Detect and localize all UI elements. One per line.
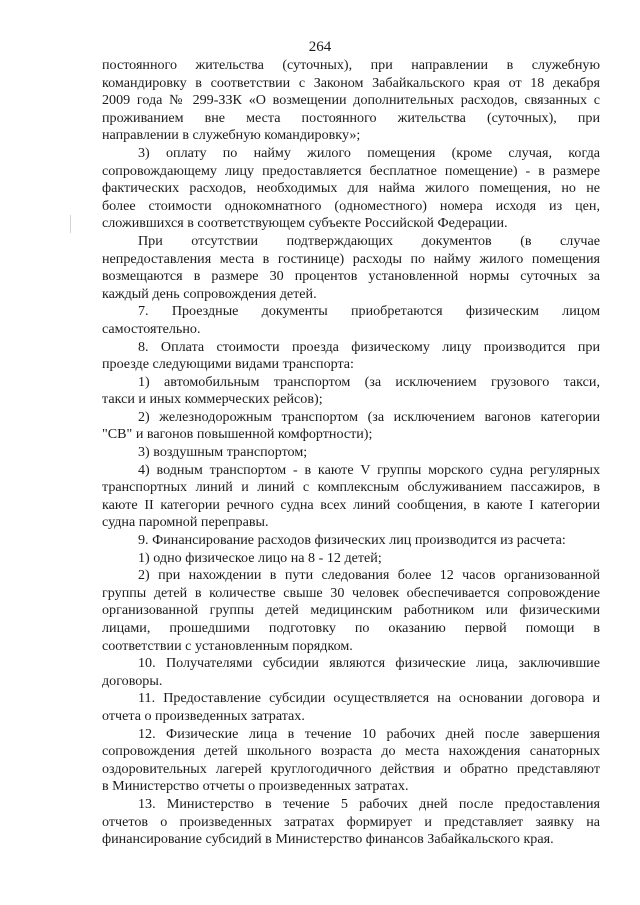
text-line: командировку в соответствии с Законом Забайкальского края от 18 декабря: [102, 74, 600, 91]
text-line: каждый день сопровождения детей.: [102, 285, 317, 302]
text-line: 1) автомобильным транспортом (за исключением грузового такси,: [138, 373, 600, 390]
text-line: возмещаются в размере 30 процентов установленной нормы суточных за: [102, 268, 600, 285]
text-line: 11. Предоставление субсидии осуществляется на основании договора и: [138, 690, 600, 707]
text-line: проживанием вне места постоянного жительства (суточных), при: [102, 109, 600, 126]
paragraph: [102, 233, 600, 303]
paragraph: [102, 303, 600, 338]
text-line: более стоимости однокомнатного (одноместного) номера исходя из цен,: [102, 197, 600, 214]
paragraph: [102, 339, 600, 374]
text-line: направлении в служебную командировку»;: [102, 127, 361, 144]
text-line: 3) оплату по найму жилого помещения (кроме случая, когда: [138, 144, 600, 161]
text-line: 8. Оплата стоимости проезда физическому лицу производится при: [138, 338, 600, 355]
text-line: договоры.: [102, 672, 163, 689]
text-line: отчетов о произведенных затратах формирует и представляет заявку на: [102, 813, 600, 830]
text-line: транспортных линий и линий с комплексным обслуживанием пассажиров, в: [102, 479, 600, 496]
paragraph: [102, 690, 600, 725]
text-line: При отсутствии подтверждающих документов (в случае: [138, 232, 600, 249]
paragraph: [102, 655, 600, 690]
paragraph: [102, 409, 600, 444]
text-line: "СВ" и вагонов повышенной комфортности);: [102, 426, 373, 443]
text-line: организованной группы детей медицинским работником или физическими: [102, 602, 600, 619]
text-line: 10. Получателями субсидии являются физические лица, заключившие: [138, 655, 600, 672]
text-line: постоянного жительства (суточных), при направлении в служебную: [102, 57, 600, 73]
text-line: непредоставления места в гостинице) расходы по найму жилого помещения: [102, 250, 600, 267]
paragraph: [102, 532, 600, 550]
paragraph: [102, 374, 600, 409]
text-line: 9. Финансирование расходов физических лиц производится из расчета:: [138, 532, 566, 549]
margin-mark: [70, 215, 71, 233]
text-line: сложившихся в соответствующем субъекте Российской Федерации.: [102, 215, 508, 232]
text-line: самостоятельно.: [102, 320, 201, 337]
paragraph: [102, 796, 600, 849]
paragraph: [102, 444, 600, 462]
paragraph: [102, 462, 600, 532]
document-body: [102, 57, 600, 849]
paragraph: [102, 567, 600, 655]
page-number: 264: [308, 39, 332, 55]
text-line: каюте II категории речного судна всех линий сообщения, в каюте I категории: [102, 496, 600, 513]
text-line: 2) при нахождении в пути следования более 12 часов организованной: [138, 567, 600, 584]
paragraph: [102, 726, 600, 796]
paragraph: [102, 145, 600, 233]
text-line: 2) железнодорожным транспортом (за исключением вагонов категории: [138, 408, 600, 425]
text-line: 1) одно физическое лицо на 8 - 12 детей;: [138, 549, 382, 566]
text-line: такси и иных коммерческих рейсов);: [102, 391, 323, 408]
paragraph: [102, 57, 600, 145]
text-line: судна паромной переправы.: [102, 514, 269, 531]
text-line: 2009 года № 299-ЗЗК «О возмещении дополнительных расходов, связанных с: [102, 92, 600, 109]
text-line: 12. Физические лица в течение 10 рабочих дней после завершения: [138, 725, 600, 742]
text-line: проезде следующими видами транспорта:: [102, 356, 354, 373]
text-line: сопровождающему лицу предоставляется бесплатное помещение) - в размере: [102, 162, 600, 179]
text-line: группы детей в количестве свыше 30 человек обеспечивается сопровождение: [102, 584, 600, 601]
text-line: финансирование субсидий в Министерство финансов Забайкальского края.: [102, 831, 554, 848]
text-line: сопровождения детей школьного возраста до места нахождения санаторных: [102, 743, 600, 760]
text-line: 4) водным транспортом - в каюте V группы морского судна регулярных: [138, 461, 600, 478]
text-line: 7. Проездные документы приобретаются физическим лицом: [138, 303, 600, 320]
text-line: фактических расходов, необходимых для найма жилого помещения, но не: [102, 180, 600, 197]
text-line: лицами, прошедшими подготовку по оказанию первой помощи в: [102, 620, 600, 636]
text-line: 3) воздушным транспортом;: [138, 444, 308, 461]
text-line: в Министерство отчеты о произведенных затратах.: [102, 778, 409, 795]
text-line: 13. Министерство в течение 5 рабочих дней после предоставления: [138, 795, 600, 812]
text-line: отчета о произведенных затратах.: [102, 707, 305, 724]
text-line: оздоровительных лагерей круглогодичного действия и обратно представляют: [102, 760, 600, 777]
text-line: соответствии с установленным порядком.: [102, 637, 353, 654]
paragraph: [102, 550, 600, 568]
